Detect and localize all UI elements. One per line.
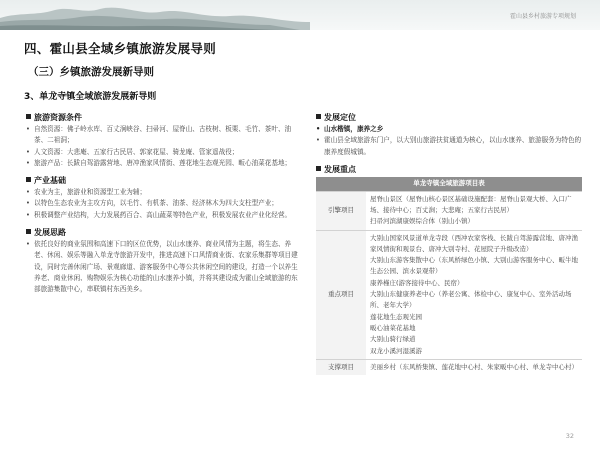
table-cell <box>366 230 582 359</box>
square-bullet-icon <box>26 229 31 234</box>
project-item: 大别山骑行绿道 <box>370 335 416 344</box>
square-bullet-icon <box>316 166 321 171</box>
table-title: 单龙寺镇全域旅游项目表 <box>316 177 582 191</box>
list-item: • 霍山县全域旅游东门户，以大别山旅游扶贫通道为核心，以山水康养、旅游服务为特色的康养度假城镇。 <box>316 136 582 156</box>
project-table <box>316 177 582 375</box>
list-item: • 自然资源：佛子岭水库、百丈涧峡谷、扫帚河、屋脊山、古枝树、板栗、毛竹、茶叶、油茶、二祖洞； <box>26 125 292 145</box>
square-bullet-icon <box>26 114 31 119</box>
table-cell <box>366 359 582 375</box>
project-item: 大别山东健康养老中心（养老公寓、体检中心、康复中心、室外活动场所、老年大学） <box>370 290 572 310</box>
project-item: 大别山国家风景道单龙寺段（西冲农家客栈、长跋自驾游露营地、唐冲渔家风情街和观景台、唐冲大别寺村、花屋院子升级改造） <box>370 233 578 253</box>
table-row <box>316 191 582 230</box>
table-category: 引擎项目 <box>316 191 366 230</box>
list-item: • 旅游产品：长跋自驾游露营地、唐冲渔家风情街、莲花地生态观光园、畈心油菜花基地； <box>26 158 292 167</box>
table-category: 重点项目 <box>316 230 366 359</box>
list-item: • 积极调整产业结构，大力发展药百合、高山蔬菜等特色产业，积极发展农业产业化经营。 <box>26 210 292 219</box>
industry-heading: 产业基础 <box>26 175 298 186</box>
focus-heading: 发展重点 <box>316 164 584 175</box>
project-item: 莲花地生态观光园 <box>370 312 422 321</box>
positioning-heading: 发展定位 <box>316 112 584 123</box>
square-bullet-icon <box>316 114 321 119</box>
section-title: 四、霍山县全域乡镇旅游发展导则 <box>24 41 217 56</box>
list-item: • 依托良好的商业氛围和高速下口的区位优势，以山水康养、商业风情为主题，将生态、养老、休闲、娱乐等融入单龙寺旅游开发中，推进高速下口风情商业街、农家乐集群等项目建设，同时完善休闲广场、景观廊道、游客服务中心等公共休闲空间的建设，打造一个以养生养老、商业休闲、购物娱乐为核心功能的山水康养小镇，并将其建设成为霍山全域旅游的东部旅游集散中心，串联镇村东西美乡。 <box>26 240 298 294</box>
topic-title: 3、单龙寺镇全域旅游发展新导则 <box>24 92 157 102</box>
resources-heading: 旅游资源条件 <box>26 112 298 123</box>
list-item: • 农业为主，旅游业和资源型工业为辅； <box>26 188 147 197</box>
table-row <box>316 359 582 375</box>
left-column <box>26 112 298 296</box>
project-item: 康养槿庄(游客接待中心、民宿） <box>370 278 464 287</box>
square-bullet-icon <box>26 177 31 182</box>
project-item: 畈心油菜花基地 <box>370 323 416 332</box>
right-column <box>316 112 584 375</box>
list-item: • 山水楷镇，康养之乡 <box>316 125 384 133</box>
header-banner <box>0 0 600 30</box>
project-item: 屋脊山景区（屋脊山核心景区基础设施配套：屋脊山景观大桥、入口广场、接待中心；百丈涧；大悲庵；五家行古民居） <box>370 194 572 214</box>
project-item: 大别山东游客集散中心（东风桥绿色小镇、大别山游客服务中心、畈牛地生态公园、滨水景观带） <box>370 256 578 276</box>
project-item: 扫帚河滨湖康娱综合体（别山小镇） <box>370 217 474 226</box>
project-item: 双龙小溪河湿溪游 <box>370 346 422 355</box>
table-cell <box>366 191 582 230</box>
list-item: • 以特色生态农业为主攻方向，以毛竹、有机茶、油茶、经济林木为四大支柱型产业； <box>26 199 278 208</box>
header-tag: 霍山县乡村旅游专项规划 <box>509 13 576 20</box>
table-category: 支撑项目 <box>316 359 366 375</box>
page-number: 32 <box>565 432 574 440</box>
ideas-heading: 发展思路 <box>26 227 298 238</box>
list-item: • 人文资源：大悲庵、五家行古民居、郭家花屋、骑龙庵、管家遥战役； <box>26 147 239 156</box>
project-item: 美丽乡村（东风桥集镇、莲花地中心村、朱家畈中心村、单龙寺中心村） <box>370 362 578 371</box>
table-row <box>316 230 582 359</box>
subsection-title: （三）乡镇旅游发展新导则 <box>28 66 154 78</box>
